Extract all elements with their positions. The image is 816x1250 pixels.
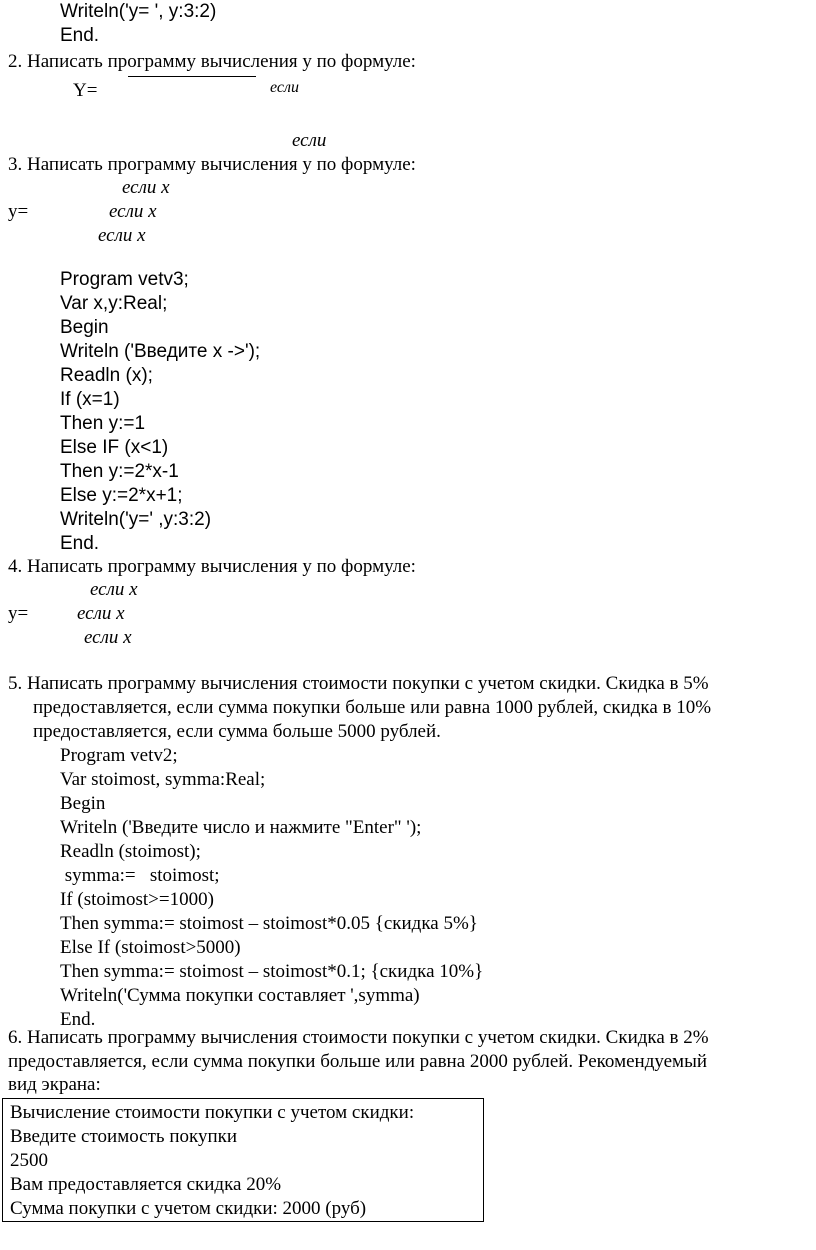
code-line: Writeln ('Введите число и нажмите "Enter" '); <box>60 817 422 838</box>
fraction-line <box>128 76 256 77</box>
code-line: Else If (stoimost>5000) <box>60 937 241 958</box>
screen-line: Вам предоставляется скидка 20% <box>10 1174 282 1195</box>
code-line: End. <box>60 1009 96 1030</box>
code-line: Var stoimost, symma:Real; <box>60 769 266 790</box>
code-line: If (x=1) <box>60 389 120 410</box>
task5-text: предоставляется, если сумма больше 5000 рублей. <box>33 721 441 742</box>
code-line: End. <box>60 25 100 46</box>
formula-condition: если x <box>77 603 125 624</box>
task6-text: 6. Написать программу вычисления стоимости покупки с учетом скидки. Скидка в 2% <box>8 1027 709 1048</box>
task5-text: предоставляется, если сумма покупки больше или равна 1000 рублей, скидка в 10% <box>33 697 712 718</box>
task2-title: 2. Написать программу вычисления у по формуле: <box>8 51 416 72</box>
code-line: Then y:=2*x-1 <box>60 461 179 482</box>
code-line: Then y:=1 <box>60 413 146 434</box>
formula-lhs: Y= <box>73 80 98 101</box>
code-line: Begin <box>60 317 109 338</box>
screen-line: Вычисление стоимости покупки с учетом скидки: <box>10 1102 415 1123</box>
formula-lhs: y= <box>8 603 29 624</box>
formula-condition: если x <box>109 201 157 222</box>
screen-line: 2500 <box>10 1150 48 1171</box>
code-line: Begin <box>60 793 106 814</box>
formula-condition: если x <box>122 177 170 198</box>
code-line: If (stoimost>=1000) <box>60 889 214 910</box>
code-line: End. <box>60 533 100 554</box>
screen-line: Сумма покупки с учетом скидки: 2000 (руб) <box>10 1198 367 1219</box>
code-line: symma:= stoimost; <box>60 865 220 886</box>
code-line: Program vetv3; <box>60 269 189 290</box>
code-line: Readln (stoimost); <box>60 841 201 862</box>
code-line: Writeln ('Введите x ->'); <box>60 341 261 362</box>
formula-lhs: y= <box>8 201 29 222</box>
formula-condition: если x <box>98 225 146 246</box>
code-line: Readln (x); <box>60 365 153 386</box>
task6-text: предоставляется, если сумма покупки больше или равна 2000 рублей. Рекомендуемый <box>8 1051 708 1072</box>
task3-title: 3. Написать программу вычисления у по формуле: <box>8 154 416 175</box>
code-line: Writeln('Сумма покупки составляет ',symma) <box>60 985 420 1006</box>
code-line: Program vetv2; <box>60 745 178 766</box>
code-line: Writeln('y= ', y:3:2) <box>60 1 217 22</box>
code-line: Writeln('y=' ,y:3:2) <box>60 509 212 530</box>
code-line: Then symma:= stoimost – stoimost*0.1; {скидка 10%} <box>60 961 484 982</box>
code-line: Else y:=2*x+1; <box>60 485 183 506</box>
formula-condition: если x <box>90 579 138 600</box>
code-line: Then symma:= stoimost – stoimost*0.05 {скидка 5%} <box>60 913 478 934</box>
formula-condition: если x <box>84 627 132 648</box>
code-line: Else IF (x<1) <box>60 437 169 458</box>
screen-line: Введите стоимость покупки <box>10 1126 238 1147</box>
task5-text: 5. Написать программу вычисления стоимости покупки с учетом скидки. Скидка в 5% <box>8 673 709 694</box>
formula-condition: если <box>292 130 327 151</box>
formula-condition: если <box>270 79 299 96</box>
task6-text: вид экрана: <box>8 1074 101 1095</box>
code-line: Var x,y:Real; <box>60 293 168 314</box>
task4-title: 4. Написать программу вычисления у по формуле: <box>8 556 416 577</box>
